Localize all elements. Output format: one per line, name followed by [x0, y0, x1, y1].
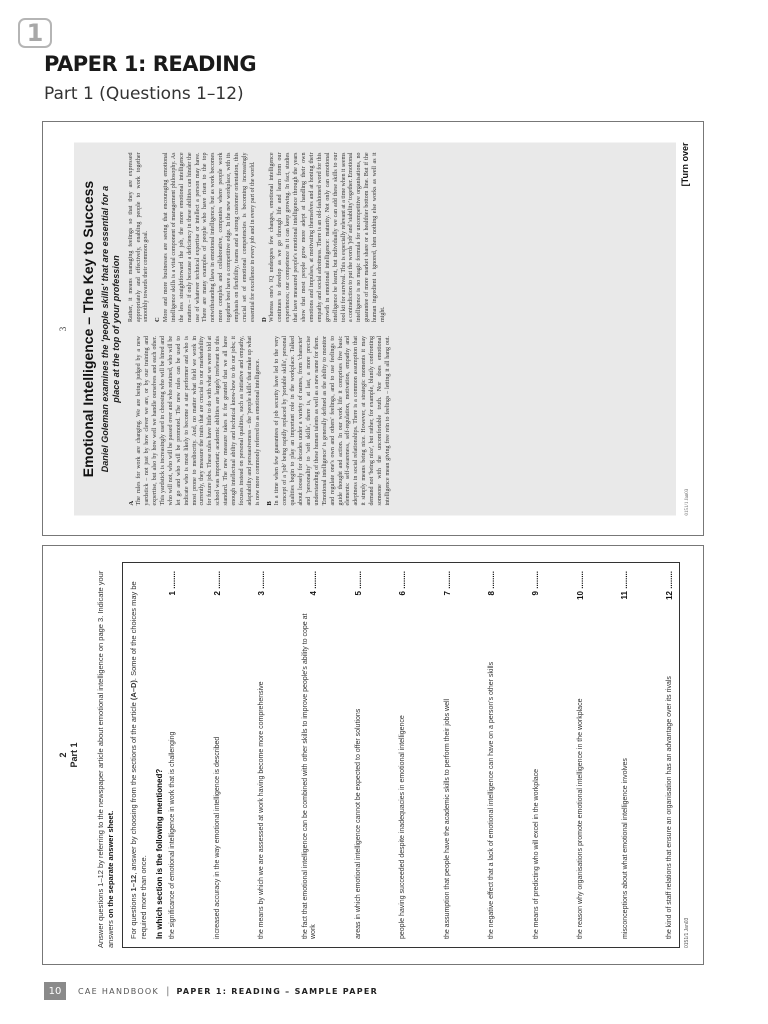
- question-row: [443, 571, 453, 939]
- exam-page-3: [42, 121, 704, 536]
- question-row: [302, 571, 320, 939]
- part-label: Part 1: [68, 742, 79, 768]
- exam-code: 0151/1 Jan03: [685, 488, 690, 515]
- exam-page-3-rotated: [48, 126, 698, 531]
- lead-d: (A–D): [128, 680, 138, 701]
- article-title: Emotional Intelligence – The Key to Success: [80, 180, 96, 477]
- answer-slot: 10 ........: [575, 571, 585, 600]
- question-row: [213, 571, 223, 939]
- exam-page-2-rotated: [48, 550, 698, 960]
- article-panel: [74, 142, 676, 515]
- instructions-bold: on the separate answer sheet.: [105, 810, 115, 918]
- answer-slot: 2 ........: [212, 571, 222, 596]
- article-body: [128, 152, 668, 505]
- question-text: the assumption that people have the academic skills to perform their jobs well: [443, 698, 451, 939]
- lead-e: . Some of the choices may be required more than once.: [128, 581, 148, 939]
- exam-page-2: [42, 545, 704, 965]
- lead-a: For questions: [128, 893, 138, 939]
- section-text: More and more businesses are seeing that encouraging emotional intelligence skills is a vital component of management philosophy. As the less straightforward the job, the more emotional intelligence matters – if only because a deficiency in these abilities can hinder the use of whatever technical expertise or intellect a person may have. There are many examples of people who have risen to the top notwithstanding flaws in emotional intelligence, but as work becomes more complex and collaborative, companies where people work together best have a competitive edge. In the new workplace, with its emphasis on flexibility, teams and a strong customer orientation, this crucial set of emotional competencies is becoming increasingly essential for excellence in every job and in every part of the world.: [162, 152, 256, 322]
- question-row: [257, 571, 267, 939]
- exam-code: 0151/1 Jan03: [684, 917, 690, 948]
- question-text: the negative effect that a lack of emotional intelligence can have on a person's other skills: [488, 661, 496, 939]
- section-text: The rules for work are changing. We are being judged by a new yardstick – not just by how clever we are, or by our training and expertise, but also by how well we handle ourselves and each other. This yardstick is increasingly used in choosing who will be hired and who will not, who will be passed over and who retained, who will be let go and who will be promoted. The new rules can be used to indicate who is most likely to become a star performer and who is most prone to mediocrity. And, no matter what field we work in currently, they measure the traits that are crucial to our marketability for future jobs. These rules have little to do with what we were told at school was important; academic abilities are largely irrelevant to this standard. The new measure takes it for granted that we all have enough intellectual ability and technical know-how to do our jobs; it focuses instead on personal qualities, such as initiative and empathy, adaptability and persuasiveness – the 'people skills' that make up what is now more commonly referred to as emotional intelligence.: [136, 335, 261, 505]
- question-text: the significance of emotional intelligence in work that is challenging: [169, 731, 177, 939]
- question-row: [168, 571, 178, 939]
- question-text: the reason why organisations promote emotional intelligence in the workplace: [577, 698, 585, 939]
- instructions: [96, 562, 116, 948]
- section-text: Whereas one's IQ undergoes few changes, emotional intelligence continues to develop as we go through life and learn from our experiences; our competence in it can keep growing. In fact, studies that have measured people's emotional intelligence through the years show that most people grow more adept at handling their own emotions and impulses, at motivating themselves and at honing their empathy and social adroitness. There is an old-fashioned word for this growth in emotional intelligence: maturity. Not only can emotional intelligence be learnt, but individually we can add these skills to our tool kit for survival. This is especially relevant at a time when it seems a contradiction to put the words 'job' and 'stability' together. Emotional intelligence is no magic formula for uncompetitive organisations, no guarantee of more market share or a healthier bottom line. But if the human ingredient is ignored, then nothing else works as well as it might.: [269, 152, 387, 322]
- footer-handbook-label: CAE HANDBOOK: [78, 986, 160, 996]
- question-text: the means by which we are assessed at work having become more comprehensive: [258, 681, 266, 939]
- questions-box: [122, 562, 680, 948]
- footer-section-label: PAPER 1: READING – SAMPLE PAPER: [176, 986, 379, 996]
- instructions-text: Answer questions 1–12 by referring to the newspaper article about emotional intelligence on page 3.: [95, 615, 105, 948]
- lead-c: , answer by choosing from the sections of the article: [128, 702, 138, 875]
- paper-number-badge: 1: [18, 18, 52, 48]
- answer-slot: 9 ........: [531, 571, 541, 596]
- answer-slot: 3 ........: [257, 571, 267, 596]
- answer-slot: 8 ........: [486, 571, 496, 596]
- question-text: increased accuracy in the way emotional intelligence is described: [213, 736, 221, 939]
- question-row: [354, 571, 364, 939]
- answer-slot: 1 ........: [168, 571, 178, 596]
- section-letter: A: [127, 500, 135, 505]
- question-list: [168, 571, 675, 939]
- lead-b: 1–12: [128, 874, 138, 892]
- answer-slot: 12 ........: [664, 571, 674, 600]
- question-text: the kind of staff relations that ensure an organisation has an advantage over its rivals: [666, 676, 674, 939]
- question-text: areas in which emotional intelligence cannot be expected to offer solutions: [354, 708, 362, 939]
- section-text: In a time when few guarantees of job security have led to the very concept of a 'job' being rapidly replaced by 'portable skills', personal qualities begin to play an important role in the workplace. Talked about loosely for decades under a variety of names, from 'character' and 'personality' to 'soft skills', there is, at last, a more precise understanding of these human talents as well as a new name for them. 'Emotional intelligence' is generally defined as the ability to monitor and regulate one's own and others' feelings, and to use feelings to guide thought and action. In our work life it comprises five basic elements: self-awareness, self-regulation, motivation, empathy and adeptness in social relationships. There is a common assumption that it simply means being nice. However, at strategic moments it may demand not 'being nice', but rather, for example, bluntly confronting someone with the uncomfortable truth. Nor does emotional intelligence mean giving free rein to feelings – letting it all hang out. Rather, it means managing feelings so that they are expressed appropriately and effectively, enabling people to work together smoothly towards their common goal.: [127, 152, 391, 505]
- question-text: misconceptions about what emotional intelligence involves: [621, 758, 629, 939]
- instructions-text-end: Indicate your answers: [95, 570, 115, 948]
- answer-slot: 7 ........: [442, 571, 452, 596]
- section-letter: D: [260, 316, 268, 322]
- question-row: [398, 571, 408, 939]
- page-title: PAPER 1: READING: [44, 52, 257, 76]
- page-3-number: 3: [58, 326, 68, 331]
- answer-slot: 6 ........: [398, 571, 408, 596]
- answer-slot: 5 ........: [353, 571, 363, 596]
- question-row: [665, 571, 675, 939]
- question-row: [620, 571, 630, 939]
- footer-page-number: 10: [44, 982, 66, 1000]
- answer-slot: 4 ........: [309, 571, 319, 596]
- page-footer: [44, 982, 378, 1000]
- question-row: [487, 571, 497, 939]
- question-text: the fact that emotional intelligence can be combined with other skills to improve people's ability to cope at work: [301, 613, 318, 939]
- question-text: people having succeeded despite inadequacies in emotional intelligence: [399, 715, 407, 939]
- answer-slot: 11 ........: [620, 571, 630, 600]
- section-letter: C: [154, 316, 162, 322]
- questions-lead: [129, 571, 149, 939]
- article-subtitle: Daniel Goleman examines the 'people skills' that are essential for a place at the top of your profession: [100, 185, 121, 472]
- footer-separator: |: [166, 985, 170, 997]
- question-row: [531, 571, 541, 939]
- question-text: the means of predicting who will excel in the workplace: [532, 768, 540, 939]
- section-letter: B: [265, 500, 273, 505]
- turn-over-label: [Turn over: [680, 142, 690, 186]
- question-row: [576, 571, 586, 939]
- question-heading: In which section is the following mentioned?: [155, 768, 165, 939]
- page-subtitle: Part 1 (Questions 1–12): [44, 84, 244, 104]
- page-2-number: 2: [58, 752, 68, 758]
